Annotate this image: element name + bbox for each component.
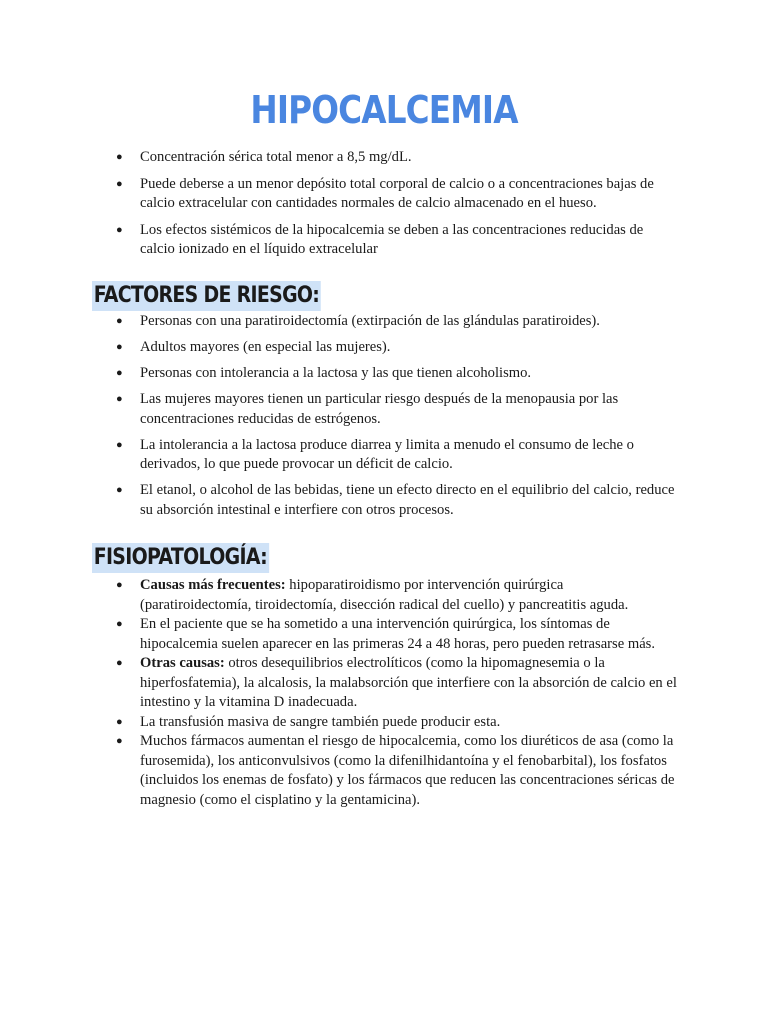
list-item-text: Personas con una paratiroidectomía (extirpación de las glándulas paratiroides).	[140, 313, 600, 329]
list-item	[0, 732, 768, 810]
bullet-icon: ●	[116, 151, 123, 163]
list-item-text: Muchos fármacos aumentan el riesgo de hipocalcemia, como los diuréticos de asa (como la furosemida), los anticonvulsivos (como la difenilhidantoína y el fenobarbital), los fosfatos (incluidos los enemas de fosfato) y los fármacos que reducen las concentraciones séricas de magnesio (como el cisplatino y la gentamicina).	[140, 733, 675, 808]
list-item-text: Puede deberse a un menor depósito total corporal de calcio o a concentraciones bajas de calcio extracelular con cantidades normales de calcio almacenado en el hueso.	[140, 175, 654, 211]
list-item	[0, 148, 768, 168]
bullet-icon: ●	[116, 315, 123, 327]
list-item-text: En el paciente que se ha sometido a una intervención quirúrgica, los síntomas de hipocalcemia suelen aparecer en las primeras 24 a 48 horas, pero pueden retrasarse más.	[140, 616, 656, 652]
list-item	[0, 615, 768, 654]
pathophysiology-heading: FISIOPATOLOGÍA:	[92, 543, 269, 573]
bullet-icon: ●	[116, 367, 123, 379]
pathophysiology-list	[0, 576, 768, 810]
bullet-icon: ●	[116, 735, 123, 747]
bullet-icon: ●	[116, 341, 123, 353]
list-item-lead: Causas más frecuentes:	[140, 577, 286, 593]
list-item	[0, 390, 768, 429]
list-item	[0, 175, 768, 214]
list-item-text: otros desequilibrios electrolíticos (como la hipomagnesemia o la hiperfosfatemia), la alcalosis, la malabsorción que interfiere con la absorción de calcio en el intestino y la vitamina D inadecuada.	[140, 655, 677, 710]
bullet-icon: ●	[116, 657, 123, 669]
bullet-icon: ●	[116, 438, 123, 451]
list-item-text: Los efectos sistémicos de la hipocalcemia se deben a las concentraciones reducidas de calcio ionizado en el líquido extracelular	[140, 221, 644, 257]
list-item	[0, 481, 768, 520]
list-item	[0, 338, 768, 358]
list-item-text: El etanol, o alcohol de las bebidas, tiene un efecto directo en el equilibrio del calcio, reduce su absorción intestinal e interfiere con otros procesos.	[140, 482, 675, 518]
list-item-text: Concentración sérica total menor a 8,5 mg/dL.	[140, 149, 412, 165]
bullet-icon: ●	[116, 177, 123, 190]
list-item	[0, 654, 768, 713]
risk-factors-list	[0, 312, 768, 527]
list-item-text: La transfusión masiva de sangre también puede producir esta.	[140, 713, 501, 730]
list-item	[0, 436, 768, 475]
bullet-icon: ●	[116, 715, 123, 728]
bullet-icon: ●	[116, 579, 123, 591]
bullet-icon: ●	[116, 393, 123, 405]
list-item-text: hipoparatiroidismo por intervención quirúrgica (paratiroidectomía, tiroidectomía, disección radical del cuello) y pancreatitis aguda.	[140, 577, 629, 613]
list-item-text: Adultos mayores (en especial las mujeres).	[140, 339, 391, 355]
list-item-lead: Otras causas:	[140, 655, 225, 671]
list-item-text: Las mujeres mayores tienen un particular riesgo después de la menopausia por las concentraciones reducidas de estrógenos.	[140, 391, 619, 427]
list-item	[0, 221, 768, 260]
page-title: HIPOCALCEMIA	[250, 88, 518, 132]
list-item	[0, 713, 768, 733]
bullet-icon: ●	[116, 618, 123, 630]
list-item	[0, 576, 768, 615]
bullet-icon: ●	[116, 223, 123, 236]
intro-list	[0, 148, 768, 267]
list-item-text: Personas con intolerancia a la lactosa y las que tienen alcoholismo.	[140, 365, 532, 381]
bullet-icon: ●	[116, 484, 123, 496]
risk-factors-heading: FACTORES DE RIESGO:	[92, 281, 321, 311]
list-item-text: La intolerancia a la lactosa produce diarrea y limita a menudo el consumo de leche o derivados, lo que puede provocar un déficit de calcio.	[140, 436, 634, 472]
list-item	[0, 312, 768, 332]
list-item	[0, 364, 768, 384]
